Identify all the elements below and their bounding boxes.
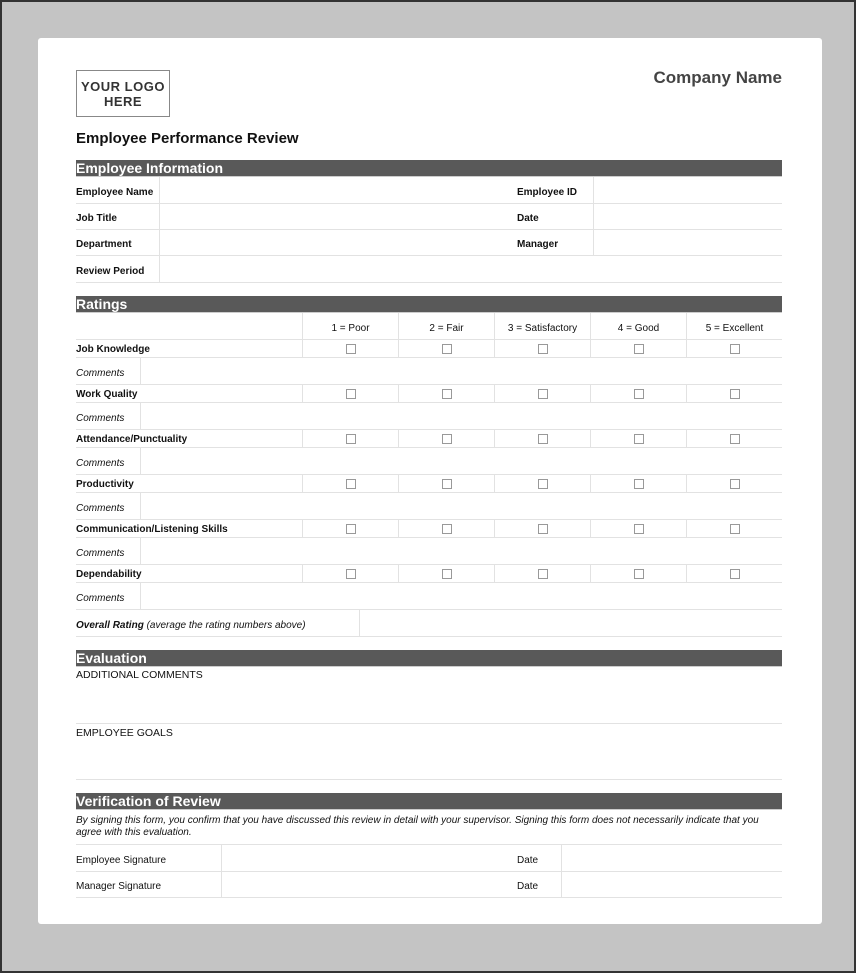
label: Review Period: [76, 265, 145, 277]
rating-cell: [686, 340, 782, 357]
rating-checkbox[interactable]: [442, 479, 452, 489]
section-header: Employee Information: [76, 160, 782, 177]
comments-label: Comments: [76, 457, 125, 469]
rating-checkbox[interactable]: [442, 389, 452, 399]
logo-line: HERE: [103, 94, 143, 109]
criterion-label: Job Knowledge: [76, 344, 150, 355]
comments-row: [76, 583, 782, 610]
job-title-field[interactable]: [159, 204, 517, 229]
manager-field[interactable]: [593, 230, 782, 255]
rating-checkbox[interactable]: [442, 569, 452, 579]
rating-row: [76, 385, 782, 403]
rating-cell: [590, 385, 686, 402]
rating-checkbox[interactable]: [346, 434, 356, 444]
comments-row: [76, 403, 782, 430]
rating-row: [76, 475, 782, 493]
label: ADDITIONAL COMMENTS: [76, 669, 203, 681]
label: Employee Name: [76, 186, 154, 198]
overall-rating-field[interactable]: [359, 610, 782, 636]
rating-checkbox[interactable]: [346, 569, 356, 579]
manager-signature-field[interactable]: [221, 872, 517, 897]
employee-signature-field[interactable]: [221, 845, 517, 871]
comments-row: [76, 538, 782, 565]
rating-row: [76, 430, 782, 448]
rating-checkbox[interactable]: [346, 344, 356, 354]
rating-cell: [686, 385, 782, 402]
rating-cell: [398, 385, 494, 402]
label: Department: [76, 239, 132, 250]
comments-label: Comments: [76, 547, 125, 559]
department-field[interactable]: [159, 230, 517, 255]
label: Overall Rating: [76, 619, 144, 631]
label: Date: [517, 213, 539, 224]
rating-cell: [494, 430, 590, 447]
comments-field[interactable]: [140, 583, 782, 609]
criterion-label: Dependability: [76, 569, 142, 580]
scale-header: 1 = Poor: [302, 313, 398, 339]
rating-cell: [398, 430, 494, 447]
comments-label: Comments: [76, 592, 125, 604]
rating-row: [76, 340, 782, 358]
form-page: [38, 38, 822, 924]
rating-checkbox[interactable]: [442, 344, 452, 354]
scale-header: 4 = Good: [590, 313, 686, 339]
rating-cell: [302, 430, 398, 447]
criterion-label: Communication/Listening Skills: [76, 524, 228, 535]
rating-checkbox[interactable]: [730, 524, 740, 534]
rating-checkbox[interactable]: [634, 524, 644, 534]
rating-checkbox[interactable]: [538, 344, 548, 354]
verification-statement: By signing this form, you confirm that you have discussed this review in detail with your supervisor. Signing this form does not necessarily indicate that you agree with this evaluation.: [76, 810, 782, 845]
employee-date-field[interactable]: [561, 845, 782, 871]
rating-checkbox[interactable]: [730, 389, 740, 399]
rating-cell: [686, 430, 782, 447]
label: Employee Signature: [76, 854, 167, 866]
logo-line: YOUR LOGO: [81, 79, 165, 94]
rating-cell: [398, 565, 494, 582]
rating-checkbox[interactable]: [442, 434, 452, 444]
section-header: Verification of Review: [76, 793, 782, 810]
rating-cell: [494, 475, 590, 492]
rating-row: [76, 565, 782, 583]
rating-checkbox[interactable]: [634, 344, 644, 354]
rating-cell: [398, 340, 494, 357]
rating-cell: [302, 340, 398, 357]
rating-cell: [398, 520, 494, 537]
rating-cell: [590, 565, 686, 582]
label: EMPLOYEE GOALS: [76, 727, 173, 739]
comments-row: [76, 358, 782, 385]
comments-row: [76, 493, 782, 520]
scale-header: 2 = Fair: [398, 313, 494, 339]
rating-cell: [494, 520, 590, 537]
label: Manager: [517, 239, 559, 250]
rating-checkbox[interactable]: [538, 389, 548, 399]
manager-date-field[interactable]: [561, 872, 782, 897]
scale-header: 3 = Satisfactory: [494, 313, 590, 339]
rating-checkbox[interactable]: [538, 569, 548, 579]
verification-section: [76, 793, 782, 898]
rating-cell: [302, 475, 398, 492]
rating-checkbox[interactable]: [346, 479, 356, 489]
label: Date: [517, 881, 539, 892]
employee-id-field[interactable]: [593, 177, 782, 203]
criterion-label: Work Quality: [76, 389, 138, 400]
employee-name-field[interactable]: [159, 177, 517, 203]
comments-field[interactable]: [140, 448, 782, 474]
rating-cell: [302, 385, 398, 402]
label: Employee ID: [517, 186, 578, 198]
rating-checkbox[interactable]: [730, 434, 740, 444]
rating-cell: [302, 565, 398, 582]
overall-rating-label: [76, 610, 359, 636]
rating-cell: [590, 520, 686, 537]
rating-checkbox[interactable]: [538, 479, 548, 489]
comments-label: Comments: [76, 412, 125, 424]
employee-goals-field[interactable]: [76, 724, 782, 780]
label: Job Title: [76, 213, 117, 224]
rating-checkbox[interactable]: [634, 569, 644, 579]
label: Date: [517, 854, 539, 866]
rating-checkbox[interactable]: [730, 569, 740, 579]
rating-cell: [686, 520, 782, 537]
criterion-label: Attendance/Punctuality: [76, 434, 188, 445]
additional-comments-field[interactable]: [76, 667, 782, 724]
rating-cell: [398, 475, 494, 492]
note: (average the rating numbers above): [146, 619, 306, 631]
blank-header: [76, 313, 302, 339]
rating-row: [76, 520, 782, 538]
rating-checkbox[interactable]: [730, 479, 740, 489]
date-field[interactable]: [593, 204, 782, 229]
rating-cell: [494, 340, 590, 357]
review-period-field[interactable]: [159, 256, 782, 282]
rating-checkbox[interactable]: [634, 389, 644, 399]
employee-info-section: [76, 160, 782, 283]
scale-header: 5 = Excellent: [686, 313, 782, 339]
comments-label: Comments: [76, 502, 125, 514]
form-title: Employee Performance Review: [76, 130, 299, 147]
rating-cell: [494, 565, 590, 582]
rating-checkbox[interactable]: [634, 479, 644, 489]
company-name: Company Name: [653, 68, 782, 87]
rating-cell: [590, 430, 686, 447]
comments-field[interactable]: [140, 493, 782, 519]
logo-placeholder: [76, 70, 170, 117]
criterion-label: Productivity: [76, 479, 134, 490]
comments-row: [76, 448, 782, 475]
comments-field[interactable]: [140, 358, 782, 384]
comments-field[interactable]: [140, 538, 782, 564]
section-header: Evaluation: [76, 650, 782, 667]
comments-label: Comments: [76, 367, 125, 379]
section-header: Ratings: [76, 296, 782, 313]
rating-cell: [590, 475, 686, 492]
rating-checkbox[interactable]: [442, 524, 452, 534]
rating-checkbox[interactable]: [538, 524, 548, 534]
ratings-section: [76, 296, 782, 637]
rating-cell: [302, 520, 398, 537]
rating-checkbox[interactable]: [634, 434, 644, 444]
rating-cell: [686, 475, 782, 492]
rating-checkbox[interactable]: [538, 434, 548, 444]
rating-cell: [590, 340, 686, 357]
rating-checkbox[interactable]: [346, 524, 356, 534]
label: Manager Signature: [76, 881, 162, 892]
comments-field[interactable]: [140, 403, 782, 429]
rating-cell: [494, 385, 590, 402]
rating-checkbox[interactable]: [730, 344, 740, 354]
rating-checkbox[interactable]: [346, 389, 356, 399]
rating-cell: [686, 565, 782, 582]
evaluation-section: [76, 650, 782, 780]
